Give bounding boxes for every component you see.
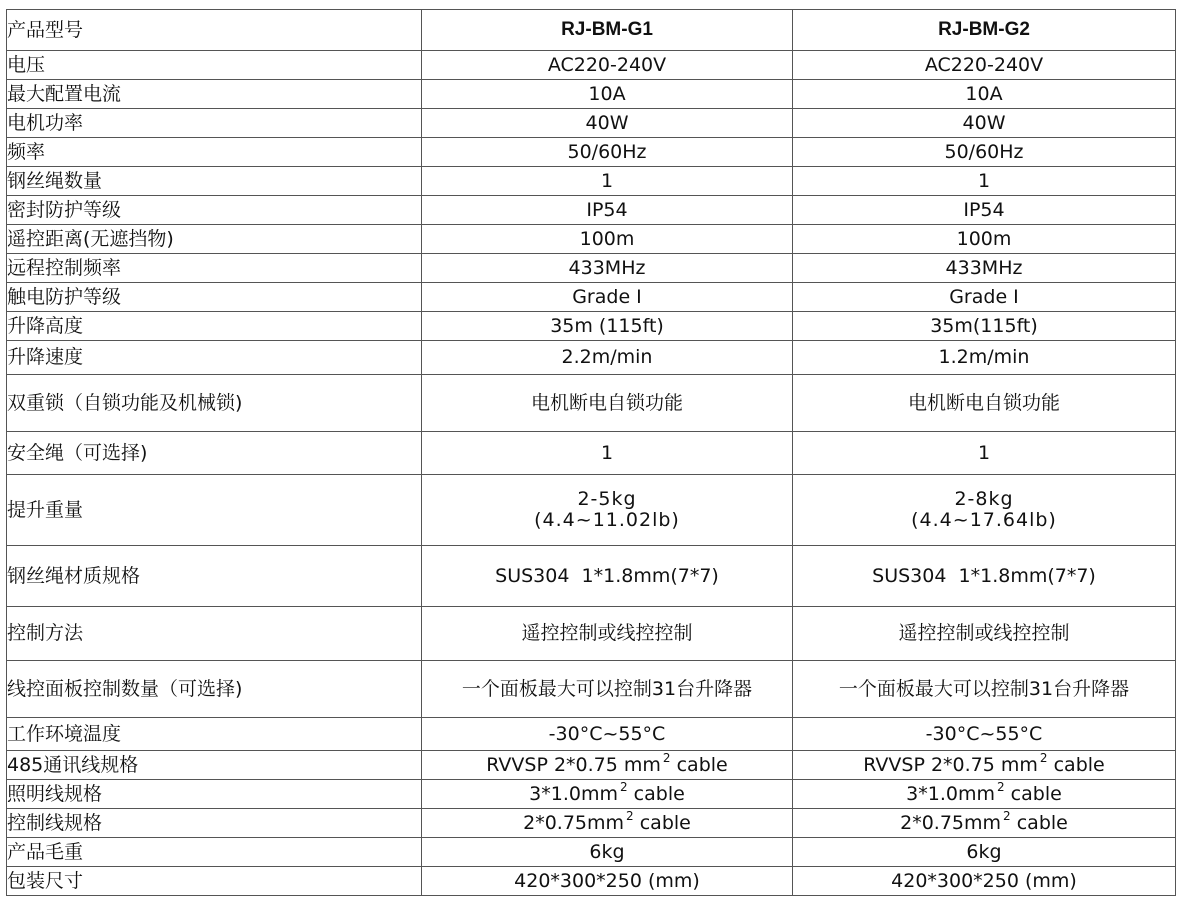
row-label: 电机功率 (7, 109, 422, 138)
value-g1: 35m (115ft) (422, 312, 793, 341)
table-row (7, 167, 1176, 196)
value-g2: 1 (793, 432, 1176, 475)
header-label: 产品型号 (7, 10, 422, 51)
row-label: 钢丝绳数量 (7, 167, 422, 196)
table-row (7, 283, 1176, 312)
value-g1 (422, 475, 793, 546)
value-g1: 420*300*250 (mm) (422, 867, 793, 896)
row-label: 钢丝绳材质规格 (7, 546, 422, 607)
value-g2: 35m(115ft) (793, 312, 1176, 341)
table-row (7, 661, 1176, 718)
row-label: 提升重量 (7, 475, 422, 546)
lift-weight-g2-lb: (4.4~17.64lb) (911, 509, 1057, 531)
value-g2: SUS304 1*1.8mm(7*7) (793, 546, 1176, 607)
value-g2: 420*300*250 (mm) (793, 867, 1176, 896)
value-g2: 433MHz (793, 254, 1176, 283)
value-g1: 6kg (422, 838, 793, 867)
lift-weight-g1-lb: (4.4~11.02lb) (534, 509, 680, 531)
value-g2: IP54 (793, 196, 1176, 225)
value-g1: 10A (422, 80, 793, 109)
value-g2 (793, 780, 1176, 809)
cable-spec-text: RVVSP 2*0.75 mm (486, 753, 661, 776)
value-g2: 电机断电自锁功能 (793, 375, 1176, 432)
cable-spec-text: 2*0.75mm (523, 811, 625, 834)
row-label: 工作环境温度 (7, 718, 422, 751)
value-g1: -30°C~55°C (422, 718, 793, 751)
superscript: 2 (997, 779, 1005, 794)
table-row (7, 607, 1176, 661)
value-g1: 40W (422, 109, 793, 138)
value-g2: 遥控控制或线控控制 (793, 607, 1176, 661)
cable-spec-text: 2*0.75mm (900, 811, 1002, 834)
row-label: 控制方法 (7, 607, 422, 661)
model-g2-header: RJ-BM-G2 (793, 10, 1176, 51)
table-row (7, 780, 1176, 809)
row-label: 电压 (7, 51, 422, 80)
value-g2: 一个面板最大可以控制31台升降器 (793, 661, 1176, 718)
table-row (7, 718, 1176, 751)
row-label: 频率 (7, 138, 422, 167)
spec-table (6, 9, 1176, 896)
table-row (7, 432, 1176, 475)
value-g1: 电机断电自锁功能 (422, 375, 793, 432)
value-g1 (422, 751, 793, 780)
row-label: 遥控距离(无遮挡物) (7, 225, 422, 254)
value-g1: 一个面板最大可以控制31台升降器 (422, 661, 793, 718)
value-g2: -30°C~55°C (793, 718, 1176, 751)
row-label: 包装尺寸 (7, 867, 422, 896)
value-g1 (422, 780, 793, 809)
superscript: 2 (620, 779, 628, 794)
value-g1: 2.2m/min (422, 341, 793, 375)
table-row (7, 867, 1176, 896)
value-g1: Grade I (422, 283, 793, 312)
value-g1: SUS304 1*1.8mm(7*7) (422, 546, 793, 607)
cable-suffix: cable (1004, 782, 1062, 805)
cable-suffix: cable (1047, 753, 1105, 776)
value-g2: 40W (793, 109, 1176, 138)
table-row (7, 109, 1176, 138)
model-g1-header: RJ-BM-G1 (422, 10, 793, 51)
value-g1: AC220-240V (422, 51, 793, 80)
table-row (7, 546, 1176, 607)
table-row (7, 254, 1176, 283)
row-label: 远程控制频率 (7, 254, 422, 283)
value-g2: 6kg (793, 838, 1176, 867)
table-row (7, 138, 1176, 167)
lift-weight-g2-kg: 2-8kg (954, 488, 1014, 511)
cable-suffix: cable (670, 753, 728, 776)
cable-spec-text: 3*1.0mm (529, 782, 618, 805)
value-g2: 1.2m/min (793, 341, 1176, 375)
table-row (7, 225, 1176, 254)
table-row (7, 196, 1176, 225)
row-label: 双重锁（自锁功能及机械锁) (7, 375, 422, 432)
superscript: 2 (1003, 808, 1011, 823)
row-label: 最大配置电流 (7, 80, 422, 109)
row-label: 照明线规格 (7, 780, 422, 809)
table-row (7, 312, 1176, 341)
row-label: 触电防护等级 (7, 283, 422, 312)
row-label: 安全绳（可选择) (7, 432, 422, 475)
value-g1: 1 (422, 432, 793, 475)
table-row (7, 80, 1176, 109)
row-label: 升降高度 (7, 312, 422, 341)
value-g1: 433MHz (422, 254, 793, 283)
row-label: 控制线规格 (7, 809, 422, 838)
table-row (7, 341, 1176, 375)
value-g1: 1 (422, 167, 793, 196)
value-g2: 50/60Hz (793, 138, 1176, 167)
row-label: 485通讯线规格 (7, 751, 422, 780)
row-label: 密封防护等级 (7, 196, 422, 225)
value-g2: 100m (793, 225, 1176, 254)
table-row (7, 838, 1176, 867)
value-g1: 遥控控制或线控控制 (422, 607, 793, 661)
cable-suffix: cable (633, 811, 691, 834)
value-g1: 50/60Hz (422, 138, 793, 167)
superscript: 2 (1039, 750, 1048, 765)
value-g2 (793, 475, 1176, 546)
value-g2: 10A (793, 80, 1176, 109)
table-row (7, 751, 1176, 780)
superscript: 2 (626, 808, 634, 823)
lift-weight-g1-kg: 2-5kg (577, 488, 637, 511)
row-label: 线控面板控制数量（可选择) (7, 661, 422, 718)
value-g2 (793, 809, 1176, 838)
cable-spec-text: 3*1.0mm (906, 782, 995, 805)
table-row (7, 375, 1176, 432)
table-row (7, 475, 1176, 546)
value-g2: AC220-240V (793, 51, 1176, 80)
row-label: 产品毛重 (7, 838, 422, 867)
value-g2 (793, 751, 1176, 780)
row-label: 升降速度 (7, 341, 422, 375)
cable-spec-text: RVVSP 2*0.75 mm (863, 753, 1038, 776)
value-g2: 1 (793, 167, 1176, 196)
table-row (7, 51, 1176, 80)
superscript: 2 (662, 750, 671, 765)
cable-suffix: cable (627, 782, 685, 805)
table-row (7, 10, 1176, 51)
value-g1: IP54 (422, 196, 793, 225)
value-g1: 100m (422, 225, 793, 254)
value-g1 (422, 809, 793, 838)
value-g2: Grade I (793, 283, 1176, 312)
table-row (7, 809, 1176, 838)
cable-suffix: cable (1010, 811, 1068, 834)
